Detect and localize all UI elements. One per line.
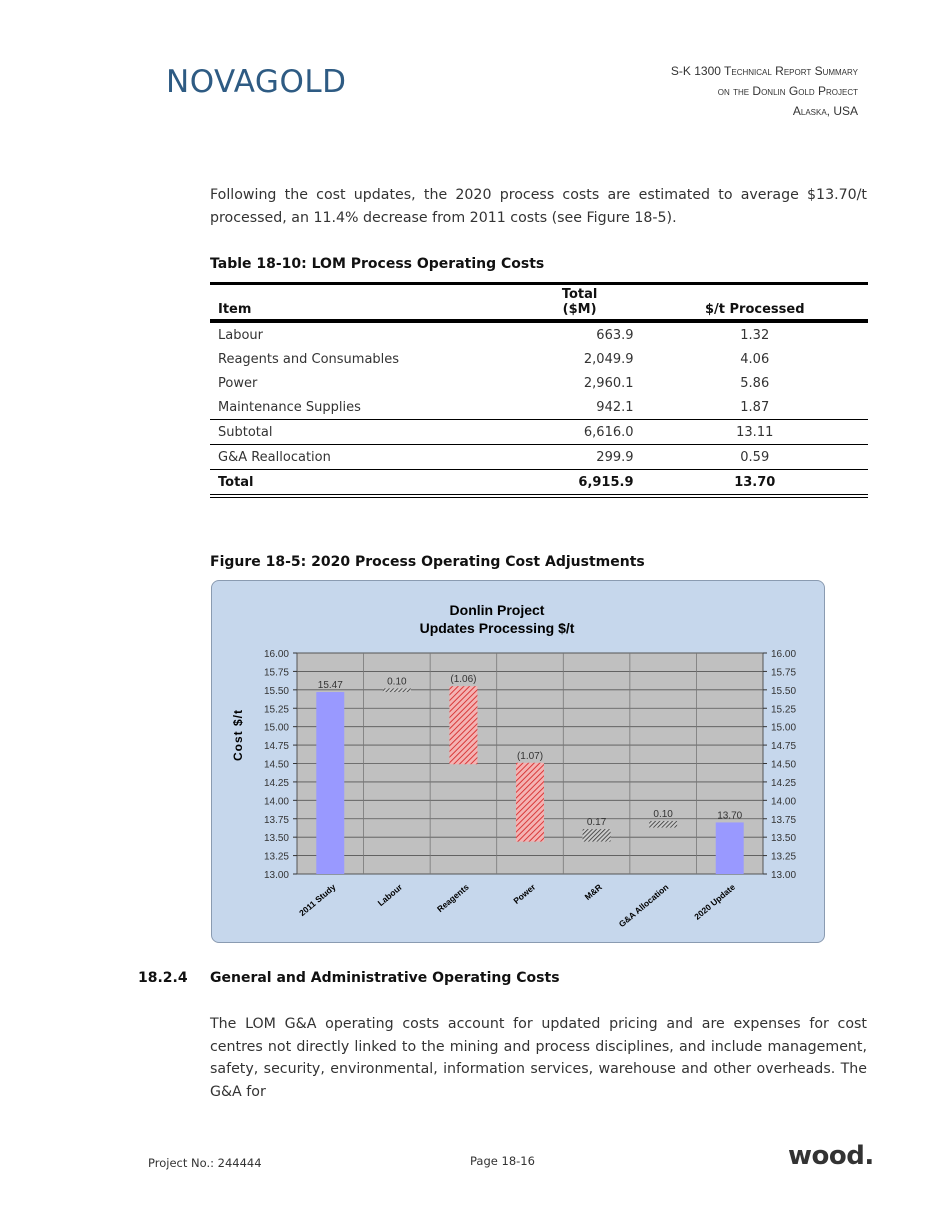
cell-item: Subtotal <box>210 420 518 445</box>
y-tick-label: 13.50 <box>263 833 289 845</box>
col-per-tonne-label: $/t Processed <box>704 302 805 317</box>
data-label: 0.10 <box>653 808 673 820</box>
x-tick-label: Reagents <box>434 881 471 915</box>
cell-item: Reagents and Consumables <box>218 351 400 367</box>
cell-per-t: 13.11 <box>642 420 868 445</box>
cell-item: Labour <box>218 327 263 343</box>
x-tick-label: Labour <box>375 881 405 909</box>
table-row <box>210 395 868 420</box>
y-tick-label: 15.50 <box>263 685 289 697</box>
y-tick-label: 15.00 <box>263 722 289 734</box>
y-tick-label-right: 15.50 <box>771 685 797 697</box>
y-tick-label-right: 15.00 <box>771 722 797 734</box>
x-tick-label: G&A Allocation <box>616 881 671 930</box>
cell-per-t: 5.86 <box>740 375 770 391</box>
cell-per-t: 13.70 <box>642 470 868 497</box>
cell-total: 6,616.0 <box>518 420 642 445</box>
bar-2011-study <box>316 692 344 874</box>
y-tick-label-right: 14.25 <box>771 777 797 789</box>
col-total-line2: ($M) <box>562 302 597 317</box>
chart-title: Donlin Project <box>449 602 545 618</box>
page-number: Page 18-16 <box>470 1154 535 1168</box>
cell-total: 663.9 <box>596 327 634 343</box>
y-axis-label: Cost $/t <box>231 708 245 762</box>
subtotal-row <box>210 420 868 445</box>
table-row <box>210 347 868 371</box>
chart-subtitle: Updates Processing $/t <box>419 620 575 636</box>
y-tick-label: 15.75 <box>263 667 289 679</box>
y-tick-label: 14.50 <box>263 759 289 771</box>
y-tick-label: 13.00 <box>263 870 289 881</box>
col-item-label: Item <box>218 302 252 317</box>
x-tick-label: M&R <box>582 881 604 902</box>
ga-row <box>210 445 868 470</box>
data-label: 0.10 <box>387 676 407 688</box>
y-tick-label: 13.75 <box>263 814 289 826</box>
y-tick-label-right: 13.50 <box>771 833 797 845</box>
project-number: Project No.: 244444 <box>148 1156 262 1170</box>
y-tick-label: 14.00 <box>263 796 289 808</box>
cell-total: 2,960.1 <box>583 375 634 391</box>
figure-caption: Figure 18-5: 2020 Process Operating Cost Adjustments <box>210 554 645 570</box>
y-tick-label: 13.25 <box>263 851 289 863</box>
x-tick-label: 2020 Update <box>692 881 737 922</box>
section-title: General and Administrative Operating Costs <box>210 970 560 986</box>
cell-per-t: 4.06 <box>740 351 770 367</box>
novagold-logo <box>166 64 347 100</box>
y-tick-label: 16.00 <box>263 649 289 660</box>
y-tick-label-right: 16.00 <box>771 649 797 660</box>
x-tick-label: Power <box>511 881 538 906</box>
bar-power <box>516 763 544 842</box>
bar-g-a-allocation <box>649 821 677 828</box>
plot-area <box>264 649 796 929</box>
report-header <box>671 61 858 121</box>
col-header-item <box>210 284 518 322</box>
cell-total: 6,915.9 <box>518 470 642 497</box>
data-label: 13.70 <box>717 810 743 822</box>
lom-process-table <box>210 282 868 498</box>
table-row <box>210 371 868 395</box>
x-tick-label: 2011 Study <box>297 881 338 919</box>
y-tick-label: 14.25 <box>263 777 289 789</box>
y-tick-label-right: 15.25 <box>771 704 797 716</box>
section-number: 18.2.4 <box>138 970 188 986</box>
cell-total: 299.9 <box>518 445 642 470</box>
total-row <box>210 470 868 497</box>
y-tick-label-right: 14.75 <box>771 741 797 753</box>
cell-item: Power <box>218 375 258 391</box>
y-tick-label-right: 13.00 <box>771 870 797 881</box>
header-line-1: S-K 1300 Technical Report Summary <box>670 64 858 78</box>
waterfall-chart-frame <box>211 580 825 943</box>
table-caption: Table 18-10: LOM Process Operating Costs <box>210 256 545 272</box>
intro-paragraph: Following the cost updates, the 2020 process costs are estimated to average $13.70/t processed, an 11.4% decrease from 2011 costs (see Figure 18-5). <box>210 187 867 226</box>
data-label: 0.17 <box>586 817 607 829</box>
y-tick-label-right: 13.25 <box>771 851 797 863</box>
col-header-total <box>518 284 642 322</box>
data-label: (1.07) <box>516 750 544 762</box>
table-row <box>210 321 868 347</box>
data-label: 15.47 <box>317 680 343 692</box>
waterfall-chart <box>212 581 824 942</box>
cell-item: Total <box>210 470 518 497</box>
bar-2020-update <box>716 822 744 874</box>
y-tick-label-right: 13.75 <box>771 814 797 826</box>
cell-item: G&A Reallocation <box>210 445 518 470</box>
y-tick-label: 15.25 <box>263 704 289 716</box>
col-total-line1: Total <box>561 287 598 302</box>
col-header-per-tonne <box>642 284 868 322</box>
y-tick-label-right: 14.50 <box>771 759 797 771</box>
data-label: (1.06) <box>450 674 477 686</box>
y-tick-label-right: 14.00 <box>771 796 797 808</box>
y-tick-label: 14.75 <box>263 741 289 753</box>
cell-per-t: 0.59 <box>642 445 868 470</box>
wood-logo: wood. <box>788 1141 874 1171</box>
y-tick-label-right: 15.75 <box>771 667 797 679</box>
cell-item: Maintenance Supplies <box>218 399 361 415</box>
cell-total: 2,049.9 <box>583 351 634 367</box>
bar-labour <box>383 688 411 692</box>
header-line-2: on the Donlin Gold Project <box>717 84 858 98</box>
cell-per-t: 1.87 <box>740 399 770 415</box>
cell-per-t: 1.32 <box>740 327 770 343</box>
cell-total: 942.1 <box>596 399 634 415</box>
header-line-3: Alaska, USA <box>792 104 858 118</box>
section-paragraph: The LOM G&A operating costs account for updated pricing and are expenses for cost centres not directly linked to the mining and process disciplines, and include management, safety, security, environmental, information services, warehouse and other overheads. The G&A for <box>210 1016 867 1100</box>
logo-text: NOVAGOLD <box>166 64 347 100</box>
bar-reagents <box>449 686 477 764</box>
bar-m-r <box>583 829 611 842</box>
